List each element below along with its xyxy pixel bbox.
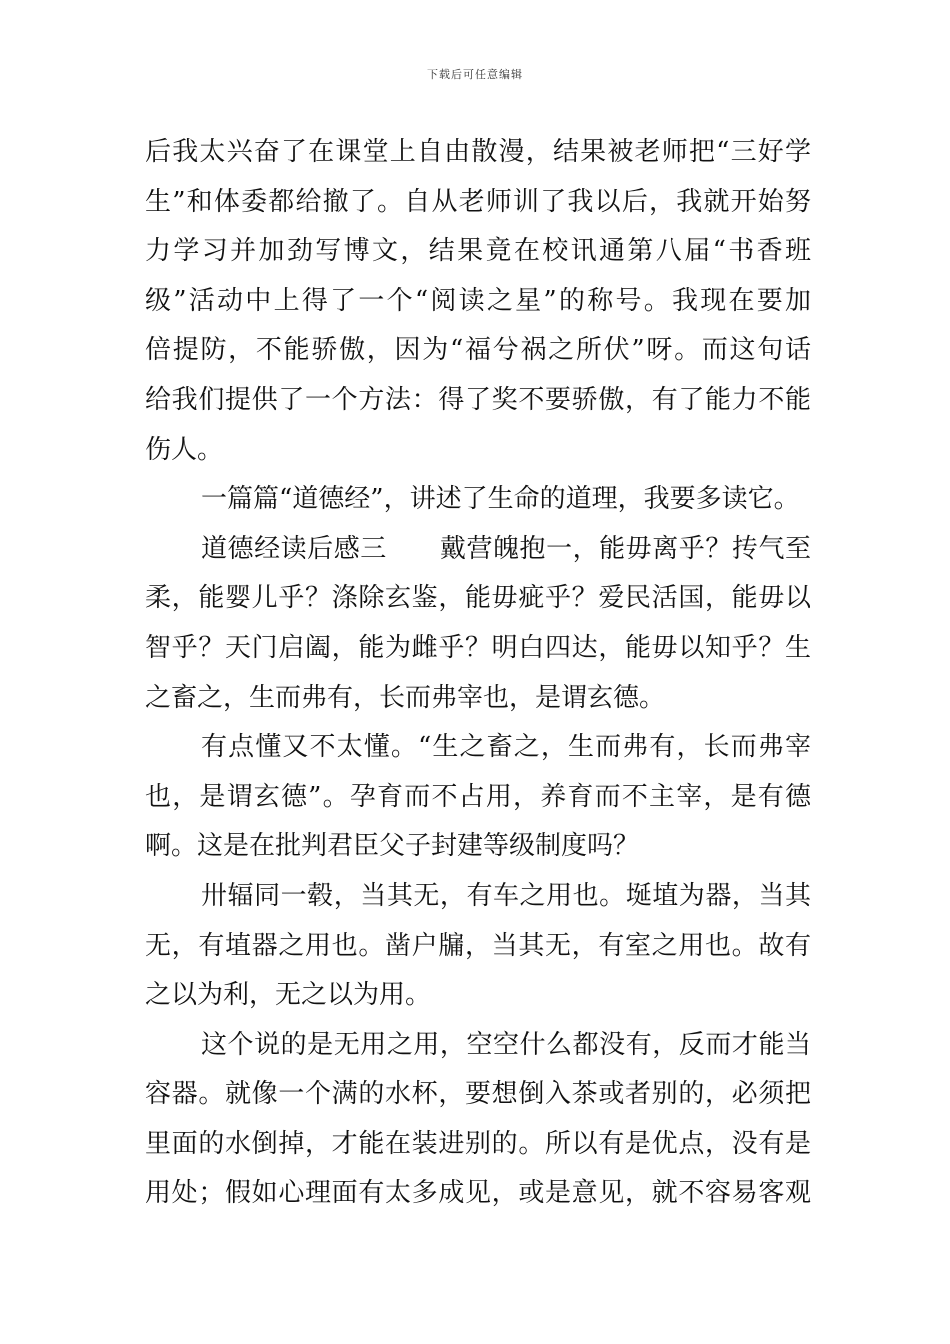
text-line: 无，有埴器之用也。凿户牖，当其无，有室之用也。故有 bbox=[145, 930, 811, 961]
text-line: 生”和体委都给撤了。自从老师训了我以后，我就开始努 bbox=[145, 186, 811, 217]
text-line: 之以为利，无之以为用。 bbox=[145, 980, 432, 1011]
text-line: 倍提防，不能骄傲，因为“福兮祸之所伏”呀。而这句话 bbox=[145, 335, 811, 366]
text-line: 一篇篇“道德经”，讲述了生命的道理，我要多读它。 bbox=[201, 484, 800, 515]
text-line: 这个说的是无用之用，空空什么都没有，反而才能当 bbox=[201, 1029, 811, 1060]
body-text bbox=[145, 128, 811, 1219]
text-line: 容器。就像一个满的水杯，要想倒入茶或者别的，必须把 bbox=[145, 1079, 811, 1110]
text-line: 力学习并加劲写博文，结果竟在校讯通第八届“书香班 bbox=[145, 236, 811, 267]
text-line: 智乎？天门启阖，能为雌乎？明白四达，能毋以知乎？生 bbox=[145, 632, 811, 663]
text-line: 也，是谓玄德”。孕育而不占用，养育而不主宰，是有德 bbox=[145, 781, 811, 812]
text-line: 道德经读后感三 戴营魄抱一，能毋离乎？抟气至 bbox=[201, 533, 811, 564]
text-line: 给我们提供了一个方法：得了奖不要骄傲，有了能力不能 bbox=[145, 384, 811, 415]
text-line: 卅辐同一毂，当其无，有车之用也。埏埴为器，当其 bbox=[201, 880, 811, 911]
text-line: 柔，能婴儿乎？涤除玄鉴，能毋疵乎？爱民活国，能毋以 bbox=[145, 583, 811, 614]
text-line: 啊。这是在批判君臣父子封建等级制度吗？ bbox=[145, 831, 640, 862]
text-line: 用处；假如心理面有太多成见，或是意见，就不容易客观 bbox=[145, 1178, 811, 1209]
text-line: 后我太兴奋了在课堂上自由散漫，结果被老师把“三好学 bbox=[145, 137, 811, 167]
text-line: 伤人。 bbox=[145, 434, 224, 465]
text-line: 有点懂又不太懂。“生之畜之，生而弗有，长而弗宰 bbox=[201, 732, 811, 763]
header-note: 下载后可任意编辑 bbox=[427, 68, 523, 81]
text-line: 之畜之，生而弗有，长而弗宰也，是谓玄德。 bbox=[145, 682, 666, 713]
text-line: 里面的水倒掉，才能在装进别的。所以有是优点，没有是 bbox=[145, 1128, 811, 1159]
text-line: 级”活动中上得了一个“阅读之星”的称号。我现在要加 bbox=[145, 285, 811, 316]
